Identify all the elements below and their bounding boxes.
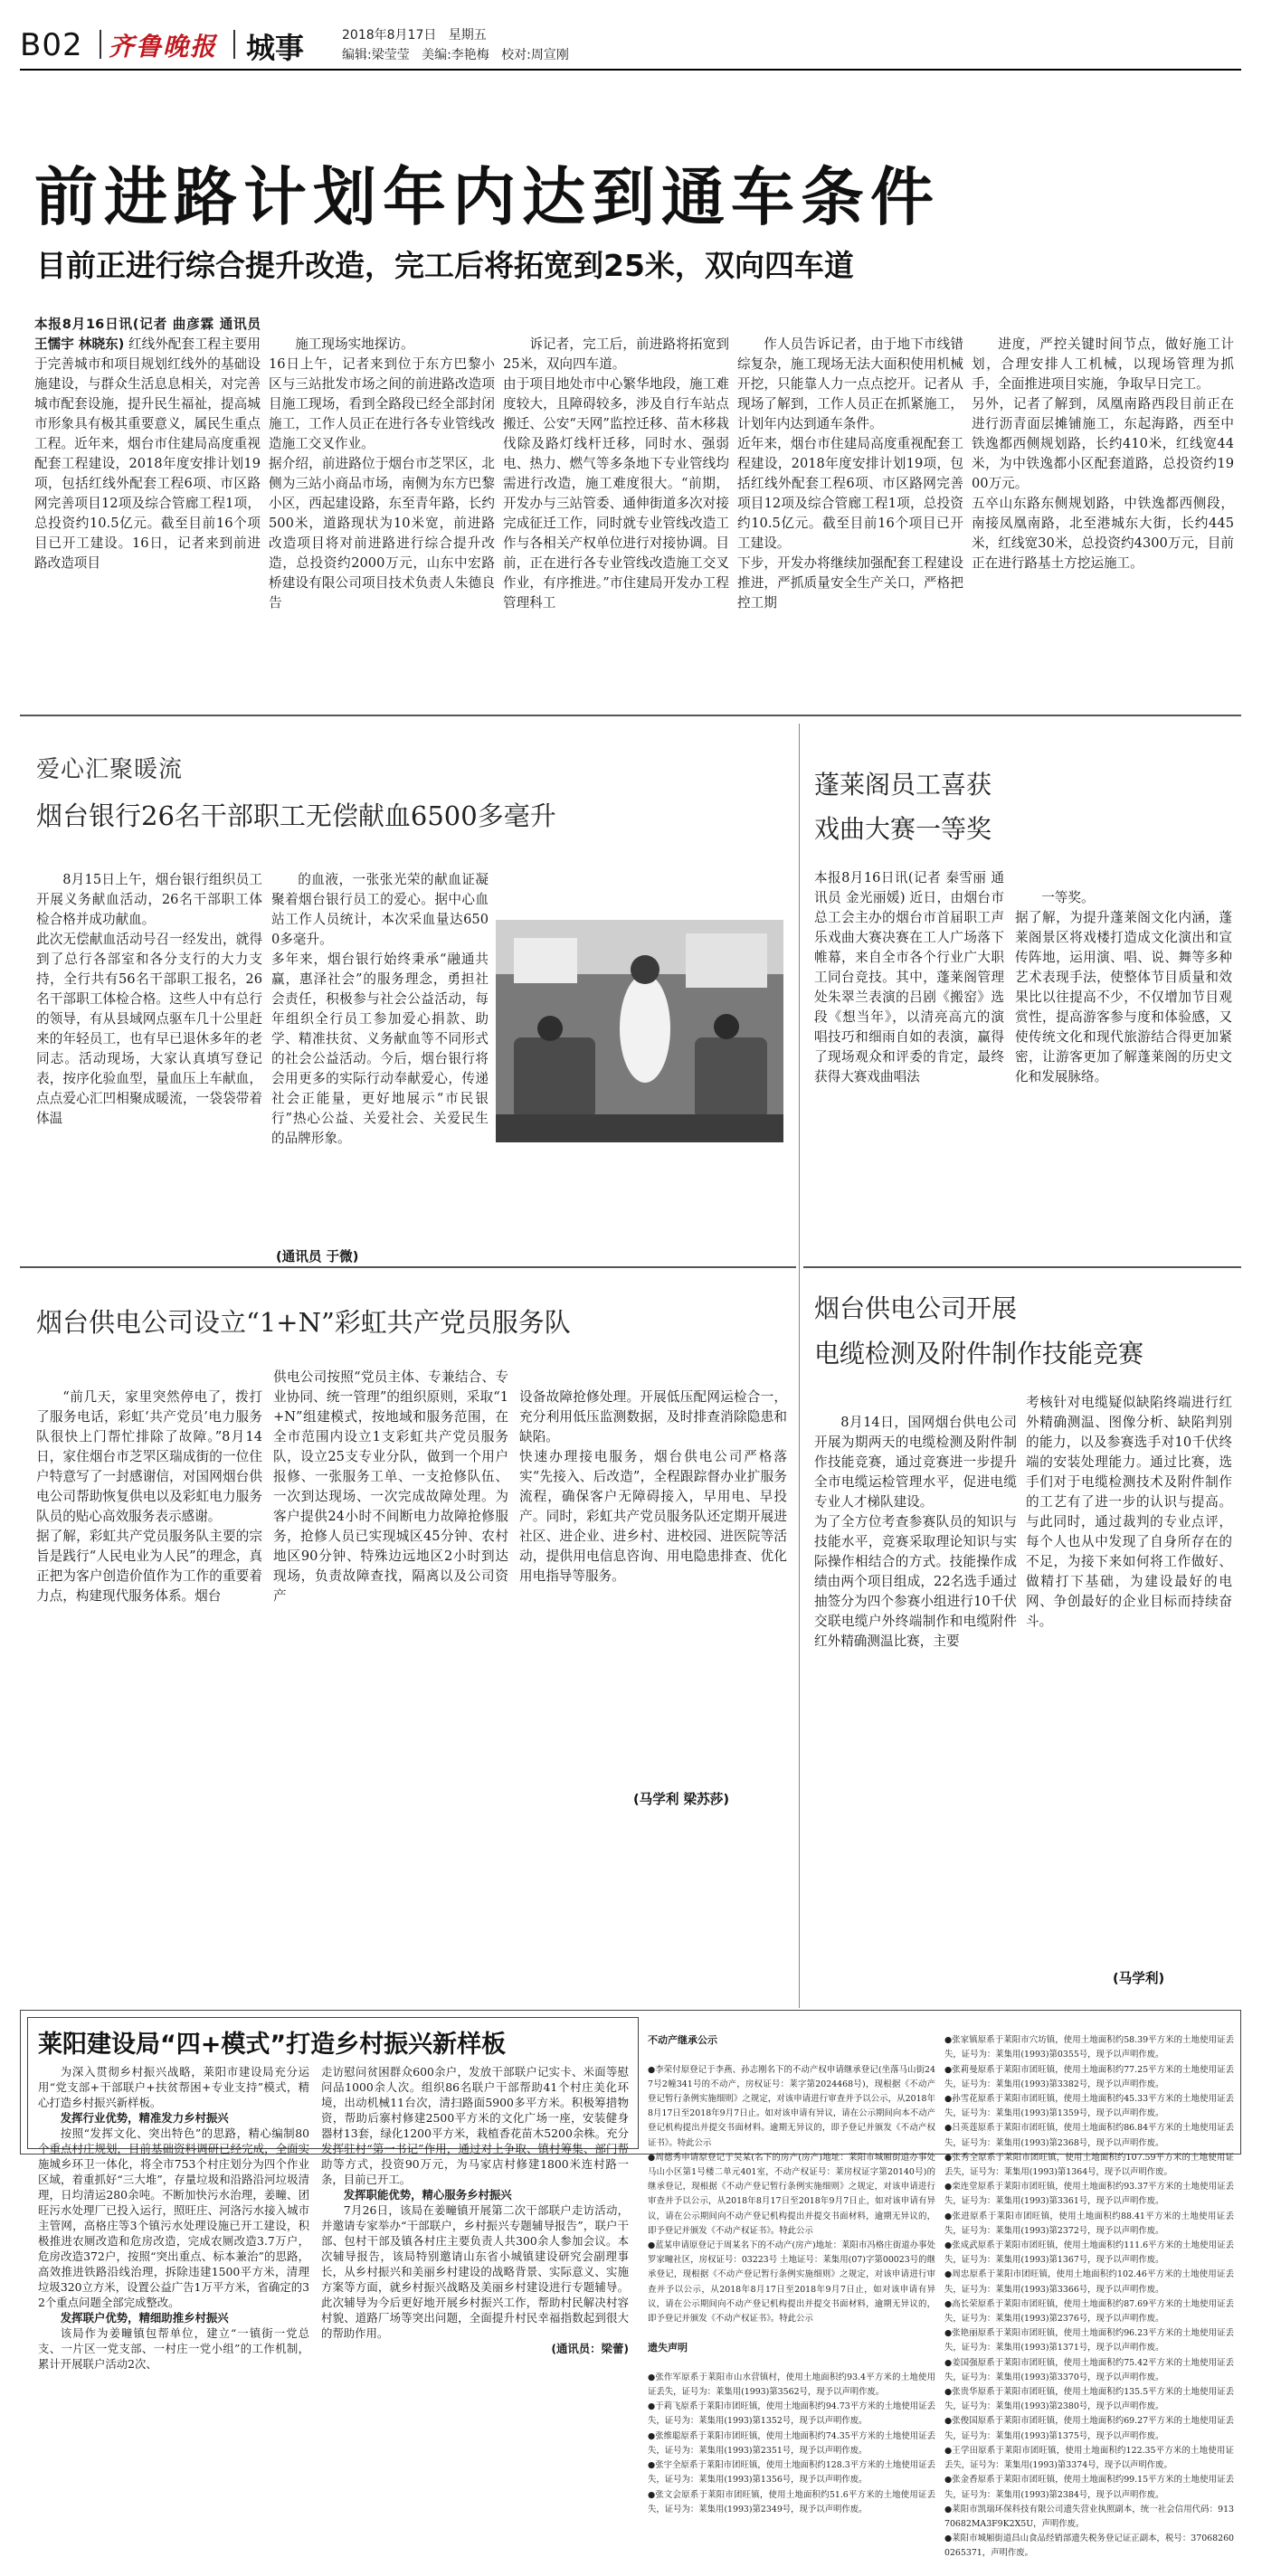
art-credit: 美编:李艳梅 bbox=[422, 48, 489, 62]
rainbow-col-2 bbox=[273, 1368, 508, 1983]
notice-body-3: ●张家镇原系于莱阳市穴坊镇，使用土地面积约58.39平方米的土地使用证丢失，证号为：莱集用(1993)第0355号，现予以声明作废。 ●张莉曼原系于莱阳市团旺镇，使用土地面积约77.25平方米的土地使用证丢失，证号为：莱集用(1993)第3382号，现予以声明作废。 ●孙雪花原系于莱阳市团旺镇，使用土地面积约45.33平方米的土地使用证丢失，证号为：莱集用(1993)第1359号，现予以声明作废。 ●吕英莲原系于莱阳市团旺镇，使用土地面积约86.84平方米的土地使用证丢失，证号为：莱集用(1993)第2368号，现予以声明作废。 ●张秀全原系于莱阳市团旺镇，使用土地面积约107.59平方米的土地使用证丢失，证号为：莱集用(1993)第1364号，现予以声明作废。 ●栾连堂原系于莱阳市团旺镇，使用土地面积约93.37平方米的土地使用证丢失，证号为：莱集用(1993)第3361号，现予以声明作废。 ●张进原系于莱阳市团旺镇，使用土地面积约88.41平方米的土地使用证丢失，证号为：莱集用(1993)第2372号，现予以声明作废。 ●张成武原系于莱阳市团旺镇，使用土地面积约111.6平方米的土地使用证丢失，证号为：莱集用(1993)第1367号，现予以声明作废。 ●周忠原系于莱阳市团旺镇，使用土地面积约102.46平方米的土地使用证丢失，证号为：莱集用(1993)第3366号，现予以声明作废。 ●高长荣原系于莱阳市团旺镇，使用土地面积约87.69平方米的土地使用证丢失，证号为：莱集用(1993)第2376号，现予以声明作废。 ●张艳丽原系于莱阳市团旺镇，使用土地面积约96.23平方米的土地使用证丢失，证号为：莱集用(1993)第1371号，现予以声明作废。 ●姜国强原系于莱阳市团旺镇，使用土地面积约75.42平方米的土地使用证丢失，证号为：莱集用(1993)第3370号，现予以声明作废。 ●张贵华原系于莱阳市团旺镇，使用土地面积约135.5平方米的土地使用证丢失，证号为：莱集用(1993)第2380号，现予以声明作废。 ●张俊国原系于莱阳市团旺镇，使用土地面积约69.27平方米的土地使用证丢失，证号为：莱集用(1993)第1375号，现予以声明作废。 ●王学田原系于莱阳市团旺镇，使用土地面积约122.35平方米的土地使用证丢失，证号为：莱集用(1993)第3374号，现予以声明作废。 ●张金香原系于莱阳市团旺镇，使用土地面积约99.15平方米的土地使用证丢失，证号为：莱集用(1993)第2384号，现予以声明作废。 ●莱阳市凯瑞环保科技有限公司遗失营业执照副本，统一社会信用代码：91370682MA3F9K2X5U，声明作废。 ●莱阳市城厢街道昌山食品经销部遗失税务登记证正副本，税号：370682600265371，声明作废。 bbox=[944, 2035, 1234, 2559]
laiyang-body-1: 按照“发挥文化、突出特色”的思路，精心编制80个重点村庄规划，目前基础资料调研已经完成，全面实施城乡环卫一体化，将全市753个村庄划分为四个作业区域，着重抓好“三大堆”，存量垃圾和沿路沿河垃圾清理，日均清运280余吨。不断加快污水治理，姜疃、团旺污水处理厂已投入运行，照旺庄、河洛污水接入城市主管网，高格庄等3个镇污水处理设施已开工建设，积极推进农厕改造和危房改造，完成农厕改造3.7万户，危房改造372户，按照“突出重点、标本兼治”的思路，高效推进铁路沿线治理，拆除违建1500平方米，清理垃圾320立方米，设置公益广告1万平方米，省确定的32个重点问题全部完成整改。 bbox=[38, 2126, 309, 2309]
cable-headline-2: 电缆检测及附件制作技能竞赛 bbox=[814, 1339, 1144, 1368]
blood-kicker: 爱心汇聚暖流 bbox=[36, 756, 184, 783]
rainbow-col1-text: “前几天，家里突然停电了，拨打了服务电话，彩虹‘共产党员’电力服务队很快上门帮忙排除了故障。”8月14日，家住烟台市芝罘区瑞成街的一位住户特意写了一封感谢信，对国网烟台供电公司帮助恢复供电以及彩虹电力服务队员的贴心高效服务表示感谢。 据了解，彩虹共产党员服务队主要的宗旨是践行“人民电业为人民”的理念，真正把为客户创造价值作为工作的重要着力点，构建现代服务体系。烟台 bbox=[36, 1389, 262, 1604]
laiyang-headline: 莱阳建设局“四+模式”打造乡村振兴新样板 bbox=[38, 2031, 507, 2059]
laiyang-body-3: 走访慰问贫困群众600余户，发放干部联户记实卡、米面等慰问品1000余人次。组织86名联户干部帮助41个村庄美化环境，出动机械11台次，清扫路面5900多平方米。积极筹措物资，帮助后寨村修建2500平方米的文化广场一座，安装健身器材13套，绿化1200平方米，栽植香花苗木5200余株。充分发挥驻村“第一书记”作用，通过对上争取、镇村筹集、部门帮助等方式，投资90万元，为马家店村修建1800米连村路一条，目前已开工。 bbox=[321, 2065, 629, 2186]
blood-col-2 bbox=[271, 850, 489, 1262]
lead-col-2 bbox=[269, 315, 495, 695]
cable-col-2 bbox=[1026, 1393, 1232, 1990]
editor-credit: 编辑:梁莹莹 bbox=[342, 48, 410, 62]
lead-col2-text: 施工现场实地探访。 16日上午，记者来到位于东方巴黎小区与三站批发市场之间的前进路改造项目施工现场，看到全路段已经全部封闭施工，工作人员正在进行各专业管线改造施工交叉作业。 据介绍，前进路位于烟台市芝罘区，北侧为三站小商品市场，南侧为东方巴黎小区，西起建设路，东至青年路，长约500米，道路现状为10米宽，前进路改造项目将对前进路进行综合提升改造，总投资约2000万元，山东中宏路桥建设有限公司项目技术负责人朱德良告 bbox=[269, 336, 495, 611]
masthead-rule bbox=[20, 69, 1241, 71]
laiyang-col-1 bbox=[38, 2064, 309, 2371]
lead-headline: 前进路计划年内达到通车条件 bbox=[34, 160, 940, 234]
blood-headline: 烟台银行26名干部职工无偿献血6500多毫升 bbox=[36, 800, 556, 831]
lead-col-3 bbox=[503, 315, 729, 695]
section-rule bbox=[20, 1266, 796, 1268]
rainbow-col3-text: 设备故障抢修处理。开展低压配网运检合一，充分利用低压监测数据，及时排查消除隐患和缺陷。 快速办理接电服务，烟台供电公司严格落实“先接入、后改造”，全程跟踪督办业扩服务流程，确保客户无障碍接入，早用电、早投产。同时，彩虹共产党员服务队还定期开展进社区、进企业、进乡村、进校园、进医院等活动，提供用电信息咨询、用电隐患排查、优化用电指导等服务。 bbox=[519, 1389, 787, 1584]
blood-col-1 bbox=[36, 850, 262, 1262]
opera-col2-text: 一等奖。 据了解，为提升蓬莱阁文化内涵，蓬莱阁景区将戏楼打造成文化演出和宣传阵地，运用演、唱、说、舞等多种艺术表现手法，使整体节目质量和效果比以往提高不少，不仅增加节目观赏性，提高游客参与度和体验感，又使传统文化和现代旅游结合得更加紧密，让游客更加了解蓬莱阁的历史文化和发展脉络。 bbox=[1015, 890, 1232, 1084]
opera-col-1 bbox=[814, 868, 1004, 1248]
lead-byline: 本报8月16日讯(记者 曲彦霖 通讯员 王懦宇 林晓东) bbox=[34, 317, 261, 352]
opera-headline-2: 戏曲大赛一等奖 bbox=[814, 814, 992, 844]
weekday-text: 星期五 bbox=[448, 28, 487, 43]
newspaper-logo: 齐鲁晚报 bbox=[109, 32, 218, 62]
proof-credit: 校对:周宣刚 bbox=[501, 48, 569, 62]
lead-subhead: 目前正进行综合提升改造，完工后将拓宽到25米，双向四车道 bbox=[36, 248, 854, 283]
bus-interior-image bbox=[496, 920, 783, 1142]
blood-credit: (通讯员 于微) bbox=[276, 1249, 359, 1264]
rainbow-headline: 烟台供电公司设立“1+N”彩虹共产党员服务队 bbox=[36, 1307, 571, 1338]
notice-col-2 bbox=[944, 2019, 1234, 2559]
lead-col-1 bbox=[34, 315, 261, 695]
rainbow-col-3 bbox=[519, 1368, 787, 1983]
rainbow-col-1 bbox=[36, 1368, 262, 1983]
lead-col-4 bbox=[737, 315, 963, 695]
section-rule bbox=[20, 715, 1241, 716]
notice-body-1: ●李荣付原登记于李燕、孙志刚名下的不动产权申请继承登记(坐落马山街247号2幢341号的不动产，房权证号：莱字第2024468号)，现根据《不动产登记暂行条例实施细则》之规定，对该申请进行审查并予以公示，从2018年8月17日至2018年9月7日止。如对该申请有异议，请在公示期间向本不动产登记机构提出并提交书面材料。逾期无异议的，即予登记并颁发《不动产权证书》。特此公示 ●周德秀申请原登记于吴某(名下的房产(房产)地址：莱阳市城厢街道办事处马山小区第1号楼二单元401室，不动产权证号：莱房权证字第20140号)的继承登记，现根据《不动产登记暂行条例实施细则》之规定，对该申请进行审查并予以公示，从2018年8月17日至2018年9月7日止，如对该申请有异议，请在公示期间向不动产登记机构提出并提交书面材料，逾期无异议的，即予登记并颁发《不动产权证书》。特此公示 ●蓝某申请原登记于周某名下的不动产(房产)地址：莱阳市冯格庄街道办事处罗家疃社区，房权证号：03223号 土地证号：莱集用(07)字第00023号的继承登记，现根据《不动产登记暂行条例实施细则》之规定，对该申请进行审查并予以公示，从2018年8月17日至2018年9月7日止，如对该申请有异议，请在公示期间向不动产登记机构提出并提交书面材料，逾期无异议的，即予登记并颁发《不动产权证书》。特此公示 bbox=[648, 2064, 935, 2325]
blood-col1-text: 8月15日上午，烟台银行组织员工开展义务献血活动，26名干部职工体检合格并成功献血。 此次无偿献血活动号召一经发出，就得到了总行各部室和各分支行的大力支持，全行共有56名干部职工报名，26名干部职工体检合格。这些人中有总行的领导，有从县域网点驱车几十公里赶来的年轻员工，也有早已退休多年的老同志。活动现场，大家认真填写登记表，按序化验血型，量血压上车献血，点点爱心汇凹相聚成暖流，一袋袋带着体温 bbox=[36, 872, 262, 1126]
opera-col-2 bbox=[1015, 868, 1232, 1248]
laiyang-credit: (通讯员：梁蕾) bbox=[551, 2342, 629, 2355]
blood-col2-text: 的血液，一张张光荣的献血证凝聚着烟台银行员工的爱心。据中心血站工作人员统计，本次采血量达6500多毫升。 多年来，烟台银行始终秉承“融通共赢，惠泽社会”的服务理念，勇担社会责任，积极参与社会公益活动，每年组织全行员工参加爱心捐款、助学、精准扶贫、义务献血等不同形式的社会公益活动。今后，烟台银行将会用更多的实际行动奉献爱心，传递社会正能量，更好地展示“市民银行”热心公益、关爱社会、关爱民生的品牌形象。 bbox=[271, 872, 489, 1146]
opera-headline-1: 蓬莱阁员工喜获 bbox=[814, 770, 992, 800]
section-title: 城事 bbox=[246, 31, 305, 65]
date-text: 2018年8月17日 bbox=[342, 28, 437, 43]
notice-body-2: ●张作军原系于莱阳市山水营镇村，使用土地面积约93.4平方米的土地使用证丢失，证号为：莱集用(1993)第3562号，现予以声明作废。 ●于莉飞原系于莱阳市团旺镇，使用土地面积约94.73平方米的土地使用证丢失，证号为：莱集用(1993)第1352号，现予以声明作废。 ●张维聪原系于莱阳市团旺镇，使用土地面积约74.35平方米的土地使用证丢失，证号为：莱集用(1993)第2351号，现予以声明作废。 ●张宇全原系于莱阳市团旺镇，使用土地面积约128.3平方米的土地使用证丢失，证号为：莱集用(1993)第1356号，现予以声明作废。 ●张文会原系于莱阳市团旺镇，使用土地面积约51.6平方米的土地使用证丢失，证号为：莱集用(1993)第2349号，现予以声明作废。 bbox=[648, 2372, 935, 2514]
lead-col4-text: 作人员告诉记者，由于地下市线错综复杂，施工现场无法大面积使用机械开挖，只能靠人力一点点挖开。记者从现场了解到，工作人员正在抓紧施工，计划年内达到通车条件。 近年来，烟台市住建局高度重视配套工程建设，2018年度安排计划19项，包括红线外配套工程6项、市区路网完善项目12项及综合管廊工程1项，总投资约10.5亿元。截至目前16个项目已开工建设。 下步，开发办将继续加强配套工程建设推进，严抓质量安全生产关口，严格把控工期 bbox=[737, 336, 963, 611]
notice-title-1: 不动产继承公示 bbox=[648, 2034, 717, 2047]
column-rule bbox=[799, 724, 800, 2008]
cable-col-1 bbox=[814, 1393, 1017, 1990]
laiyang-col-2 bbox=[321, 2064, 629, 2355]
lead-col3-text: 诉记者，完工后，前进路将拓宽到25米，双向四车道。 由于项目地处市中心繁华地段，施工难度较大，且障碍较多，涉及自行车站点搬迁、公安“天网”监控迁移、苗木移栽伐除及路灯线杆迁移，同时水、强弱电、热力、燃气等多条地下专业管线均需进行改造，施工难度很大。“前期，开发办与三站管委、通伸街道多次对接完成征迁工作，同时就专业管线改造工作与各相关产权单位进行对接协调。目前，正在进行各专业管线改造施工交叉作业，有序推进。”市住建局开发办工程管理科工 bbox=[503, 336, 729, 611]
cable-col2-text: 考核针对电缆疑似缺陷终端进行红外精确测温、图像分析、缺陷判别的能力，以及参赛选手对10千伏终端的安装处理能力。通过比赛，选手们对于电缆检测技术及附件制作的工艺有了进一步的认识与提高。与此同时，通过裁判的专业点评，每个人也从中发现了自身所存在的不足，为接下来如何将工作做好、做精打下基础，为建设最好的电网、争创最好的企业目标而持续奋斗。 bbox=[1026, 1395, 1232, 1629]
laiyang-subhead-2: 发挥联户优势，精细助推乡村振兴 bbox=[60, 2311, 229, 2325]
rainbow-credit: (马学利 梁苏莎) bbox=[633, 1792, 729, 1807]
cable-credit: (马学利) bbox=[1113, 1971, 1165, 1986]
laiyang-subhead-1: 发挥行业优势，精准发力乡村振兴 bbox=[60, 2111, 229, 2125]
masthead-divider bbox=[100, 30, 101, 59]
blood-donation-photo bbox=[496, 920, 783, 1142]
laiyang-body-2: 该局作为姜疃镇包帮单位，建立“一镇街一党总支、一片区一党支部、一村庄一党小组”的工作机制，累计开展联户活动2次、 bbox=[38, 2326, 309, 2371]
rainbow-col2-text: 供电公司按照“党员主体、专兼结合、专业协同、统一管理”的组织原则，采取“1+N”组建模式，按地域和服务范围，在全市范围内设立1支彩虹共产党员服务队，设立25支专业分队，做到一个用户报修、一张服务工单、一支抢修队伍、一次到达现场、一次完成故障处理。为客户提供24小时不间断电力故障抢修服务，抢修人员已实现城区45分钟、农村地区90分钟、特殊边远地区2小时到达现场，负责故障查找，隔离以及公司资产 bbox=[273, 1369, 508, 1604]
cable-headline-1: 烟台供电公司开展 bbox=[814, 1293, 1018, 1323]
laiyang-subhead-3: 发挥职能优势，精心服务乡村振兴 bbox=[343, 2188, 512, 2202]
lead-col-5 bbox=[972, 315, 1234, 695]
issue-date bbox=[342, 25, 487, 43]
opera-col1-text: 本报8月16日讯(记者 秦雪丽 通讯员 金光丽媛) 近日，由烟台市总工会主办的烟台市首届职工声乐戏曲大赛决赛在工人广场落下帷幕，来自全市各个行业广大职工同台竞技。其中，蓬莱阁管理处朱翠兰表演的吕剧《搬窑》选段《想当年》，以清亮高亢的演唱技巧和细雨自如的表演，赢得了现场观众和评委的肯定，最终获得大赛戏曲唱法 bbox=[814, 870, 1004, 1084]
masthead-divider bbox=[233, 30, 235, 59]
staff-credits bbox=[342, 45, 569, 63]
notice-col-1 bbox=[648, 2019, 935, 2514]
notice-title-2: 遗失声明 bbox=[648, 2342, 688, 2354]
lead-col5-text: 进度，严控关键时间节点，做好施工计划，合理安排人工机械，以现场管理为抓手，全面推进项目实施，争取早日完工。 另外，记者了解到，凤凰南路西段目前正在进行沥青面层摊铺施工，东起海路，西至中铁逸都西侧规划路，长约410米，红线宽44米，为中铁逸都小区配套道路，总投资约1900万元。 五卒山东路东侧规划路，中铁逸都西侧段，南接凤凰南路，北至港城东大街，长约445米，红线宽30米，总投资约4300万元，目前正在进行路基土方挖运施工。 bbox=[972, 336, 1234, 571]
cable-col1-text: 8月14日，国网烟台供电公司开展为期两天的电缆检测及附件制作技能竞赛，通过竞赛进一步提升全市电缆运检管理水平，促进电缆专业人才梯队建设。 为了全方位考查参赛队员的知识与技能水平，竞赛采取理论知识与实际操作相结合的方式。技能操作成绩由两个项目组成，22名选手通过抽签分为四个参赛小组进行10千伏交联电缆户外终端制作和电缆附件红外精确测温比赛，主要 bbox=[814, 1415, 1017, 1649]
laiyang-intro: 为深入贯彻乡村振兴战略，莱阳市建设局充分运用“党支部+干部联户+扶贫帮困+专业支持”模式，精心打造乡村振兴新样板。 bbox=[38, 2065, 309, 2109]
page-code: B02 bbox=[20, 27, 83, 63]
laiyang-body-4: 7月26日，该局在姜疃镇开展第二次干部联户走访活动，并邀请专家举办“干部联户，乡村振兴专题辅导报告”，联户干部、包村干部及镇各村庄主要负责人共300余人参加会议。本次辅导报告，该局特别邀请山东省小城镇建设研究会副理事长，从乡村振兴和美丽乡村建设的战略背景、实际意义、实施方案等方面，就乡村振兴战略及美丽乡村建设进行专题辅导。此次辅导为今后更好地开展乡村振兴工作，帮助村民解决村容村貌、道路厂场等突出问题，全面提升村民幸福指数起到很大的帮助作用。 bbox=[321, 2203, 629, 2340]
section-rule bbox=[803, 1266, 1241, 1268]
lead-col1-text: 红线外配套工程主要用于完善城市和项目规划红线外的基础设施建设，与群众生活息息相关，对完善城市配套设施，提升民生福祉，提高城市形象具有极其重要意义，属民生重点工程。近年来，烟台市住建局高度重视配套工程建设，2018年度安排计划19项，包括红线外配套工程6项、市区路网完善项目12项及综合管廊工程1项，总投资约10.5亿元。截至目前16个项目已开工建设。16日，记者来到前进路改造项目 bbox=[34, 336, 261, 571]
